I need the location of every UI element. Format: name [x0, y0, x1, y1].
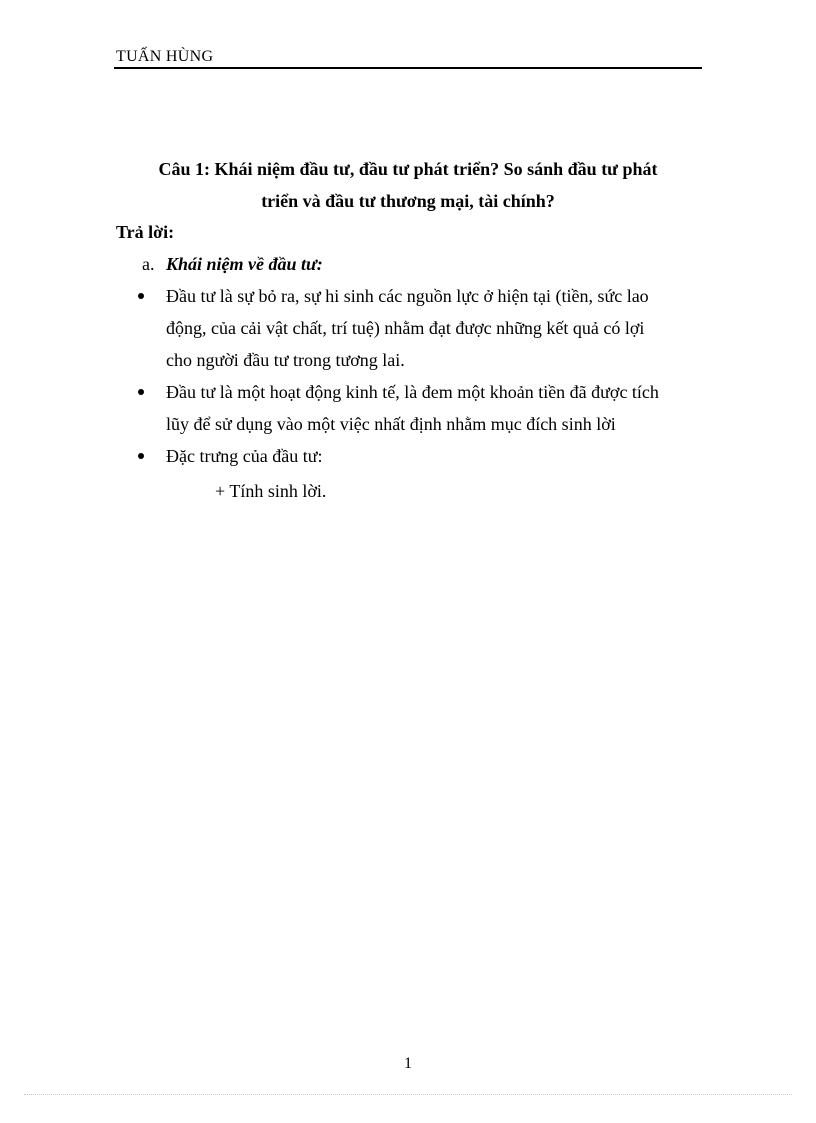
list-item-line: động, của cải vật chất, trí tuệ) nhằm đạt được những kết quả có lợi: [166, 318, 645, 338]
header-author: TUẤN HÙNG: [116, 48, 214, 65]
bullet-dot-icon: [138, 453, 144, 459]
list-item-text: [166, 280, 706, 376]
sub-list-item: + Tính sinh lời.: [215, 481, 327, 501]
list-item-line: cho người đầu tư trong tương lai.: [166, 350, 405, 370]
list-item-line: Đầu tư là sự bỏ ra, sự hi sinh các nguồn lực ở hiện tại (tiền, sức lao: [166, 286, 649, 306]
page-bottom-divider: [24, 1094, 792, 1095]
bullet-dot-icon: [138, 389, 144, 395]
question-title-line-2: triển và đầu tư thương mại, tài chính?: [261, 191, 555, 211]
answer-label: Trả lời:: [116, 222, 175, 242]
header-divider: [114, 67, 702, 69]
page-number: 1: [404, 1055, 412, 1072]
question-title-line-1: Câu 1: Khái niệm đầu tư, đầu tư phát triển? So sánh đầu tư phát: [158, 159, 658, 179]
list-item-text: [166, 376, 706, 440]
list-item-line: lũy để sử dụng vào một việc nhất định nhằm mục đích sinh lời: [166, 414, 616, 434]
section-a-marker: a.: [142, 254, 155, 274]
section-a: [142, 250, 323, 278]
section-a-heading: Khái niệm về đầu tư:: [166, 254, 323, 274]
list-item-text: [166, 440, 706, 472]
list-item-line: Đặc trưng của đầu tư:: [166, 446, 323, 466]
list-item-line: Đầu tư là một hoạt động kinh tế, là đem một khoản tiền đã được tích: [166, 382, 659, 402]
bullet-dot-icon: [138, 293, 144, 299]
question-title: [114, 153, 702, 217]
